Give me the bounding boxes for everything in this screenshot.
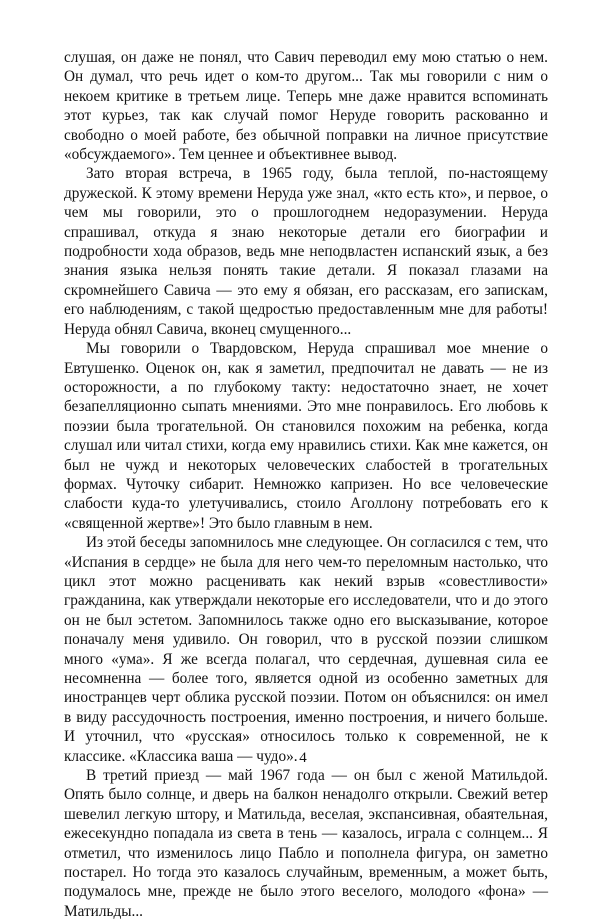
paragraph-2: Зато вторая встреча, в 1965 году, была теплой, по-настоящему дружеской. К этому времени Неруда уже знал, «кто есть кто», и первое, о чем мы говорили, это о прошлогоднем недоразумении. Неруда спрашивал, откуда я знаю некоторые детали его биографии и подробности хода образов, ведь мне неподвластен испанский язык, а без знания языка нельзя понять такие детали. Я показал глазами на скромнейшего Савича — это ему я обязан, его рассказам, его запискам, его наблюдениям, с такой щедростью предоставленным мне для работы! Неруда обнял Савича, вконец смущенного...: [64, 165, 548, 338]
paragraph-5: В третий приезд — май 1967 года — он был с женой Матильдой. Опять было солнце, и дверь на балкон ненадолго открыли. Свежий ветер шевелил легкую штору, и Матильда, веселая, экспансивная, обаятельная, ежесекундно попадала из света в тень — казалось, играла с солнцем... Я отметил, что изменилось лицо Пабло и пополнела фигура, он заметно постарел. Но тогда это казалось случайным, временным, а может быть, подумалось мне, прежде не было этого веселого, молодого «фона» — Матильды...: [64, 767, 548, 920]
page-number: 4: [299, 750, 307, 766]
paragraph-3: Мы говорили о Твардовском, Неруда спрашивал мое мнение о Евтушенко. Оценок он, как я заметил, предпочитал не давать — не из осторожности, а по глубокому такту: недостаточно знает, не хочет безапелляционно сыпать мнениями. Это мне понравилось. Его любовь к поэзии была трогательной. Он становился похожим на ребенка, когда слушал или читал стихи, когда ему нравились стихи. Как мне кажется, он был не чужд и некоторых человеческих слабостей в трогательных формах. Чуточку сибарит. Немножко капризен. Но все человеческие слабости куда-то улетучивались, стоило Аголлону потребовать его к «священной жертве»! Это было главным в нем.: [64, 340, 548, 532]
paragraph-1: слушая, он даже не понял, что Савич переводил ему мою статью о нем. Он думал, что речь идет о ком-то другом... Так мы говорили с ним о некоем критике в третьем лице. Теперь мне даже нравится вспоминать этот курьез, так как случай помог Неруде говорить раскованно и свободно о моей работе, без обычной поправки на личное присутствие «обсуждаемого». Тем ценнее и объективнее вывод.: [64, 49, 548, 164]
page-text: [64, 48, 548, 921]
paragraph-4: Из этой беседы запомнилось мне следующее. Он согласился с тем, что «Испания в сердце» не была для него чем-то переломным настолько, что цикл этот можно расценивать как некий взрыв «совестливости» гражданина, как утверждали некоторые его исследователи, что и до этого он не был эстетом. Запомнилось также одно его высказывание, которое поначалу меня удивило. Он говорил, что в русской поэзии слишком много «ума». Я же всегда полагал, что сердечная, душевная сила ее несомненна — более того, является одной из особенно заметных для иностранцев черт облика русской поэзии. Потом он объяснился: он имел в виду рассудочность построения, именно построения, и ничего больше. И уточнил, что «русская» относилось только к современной, не к классике. «Классика ваша — чудо».: [64, 534, 548, 765]
